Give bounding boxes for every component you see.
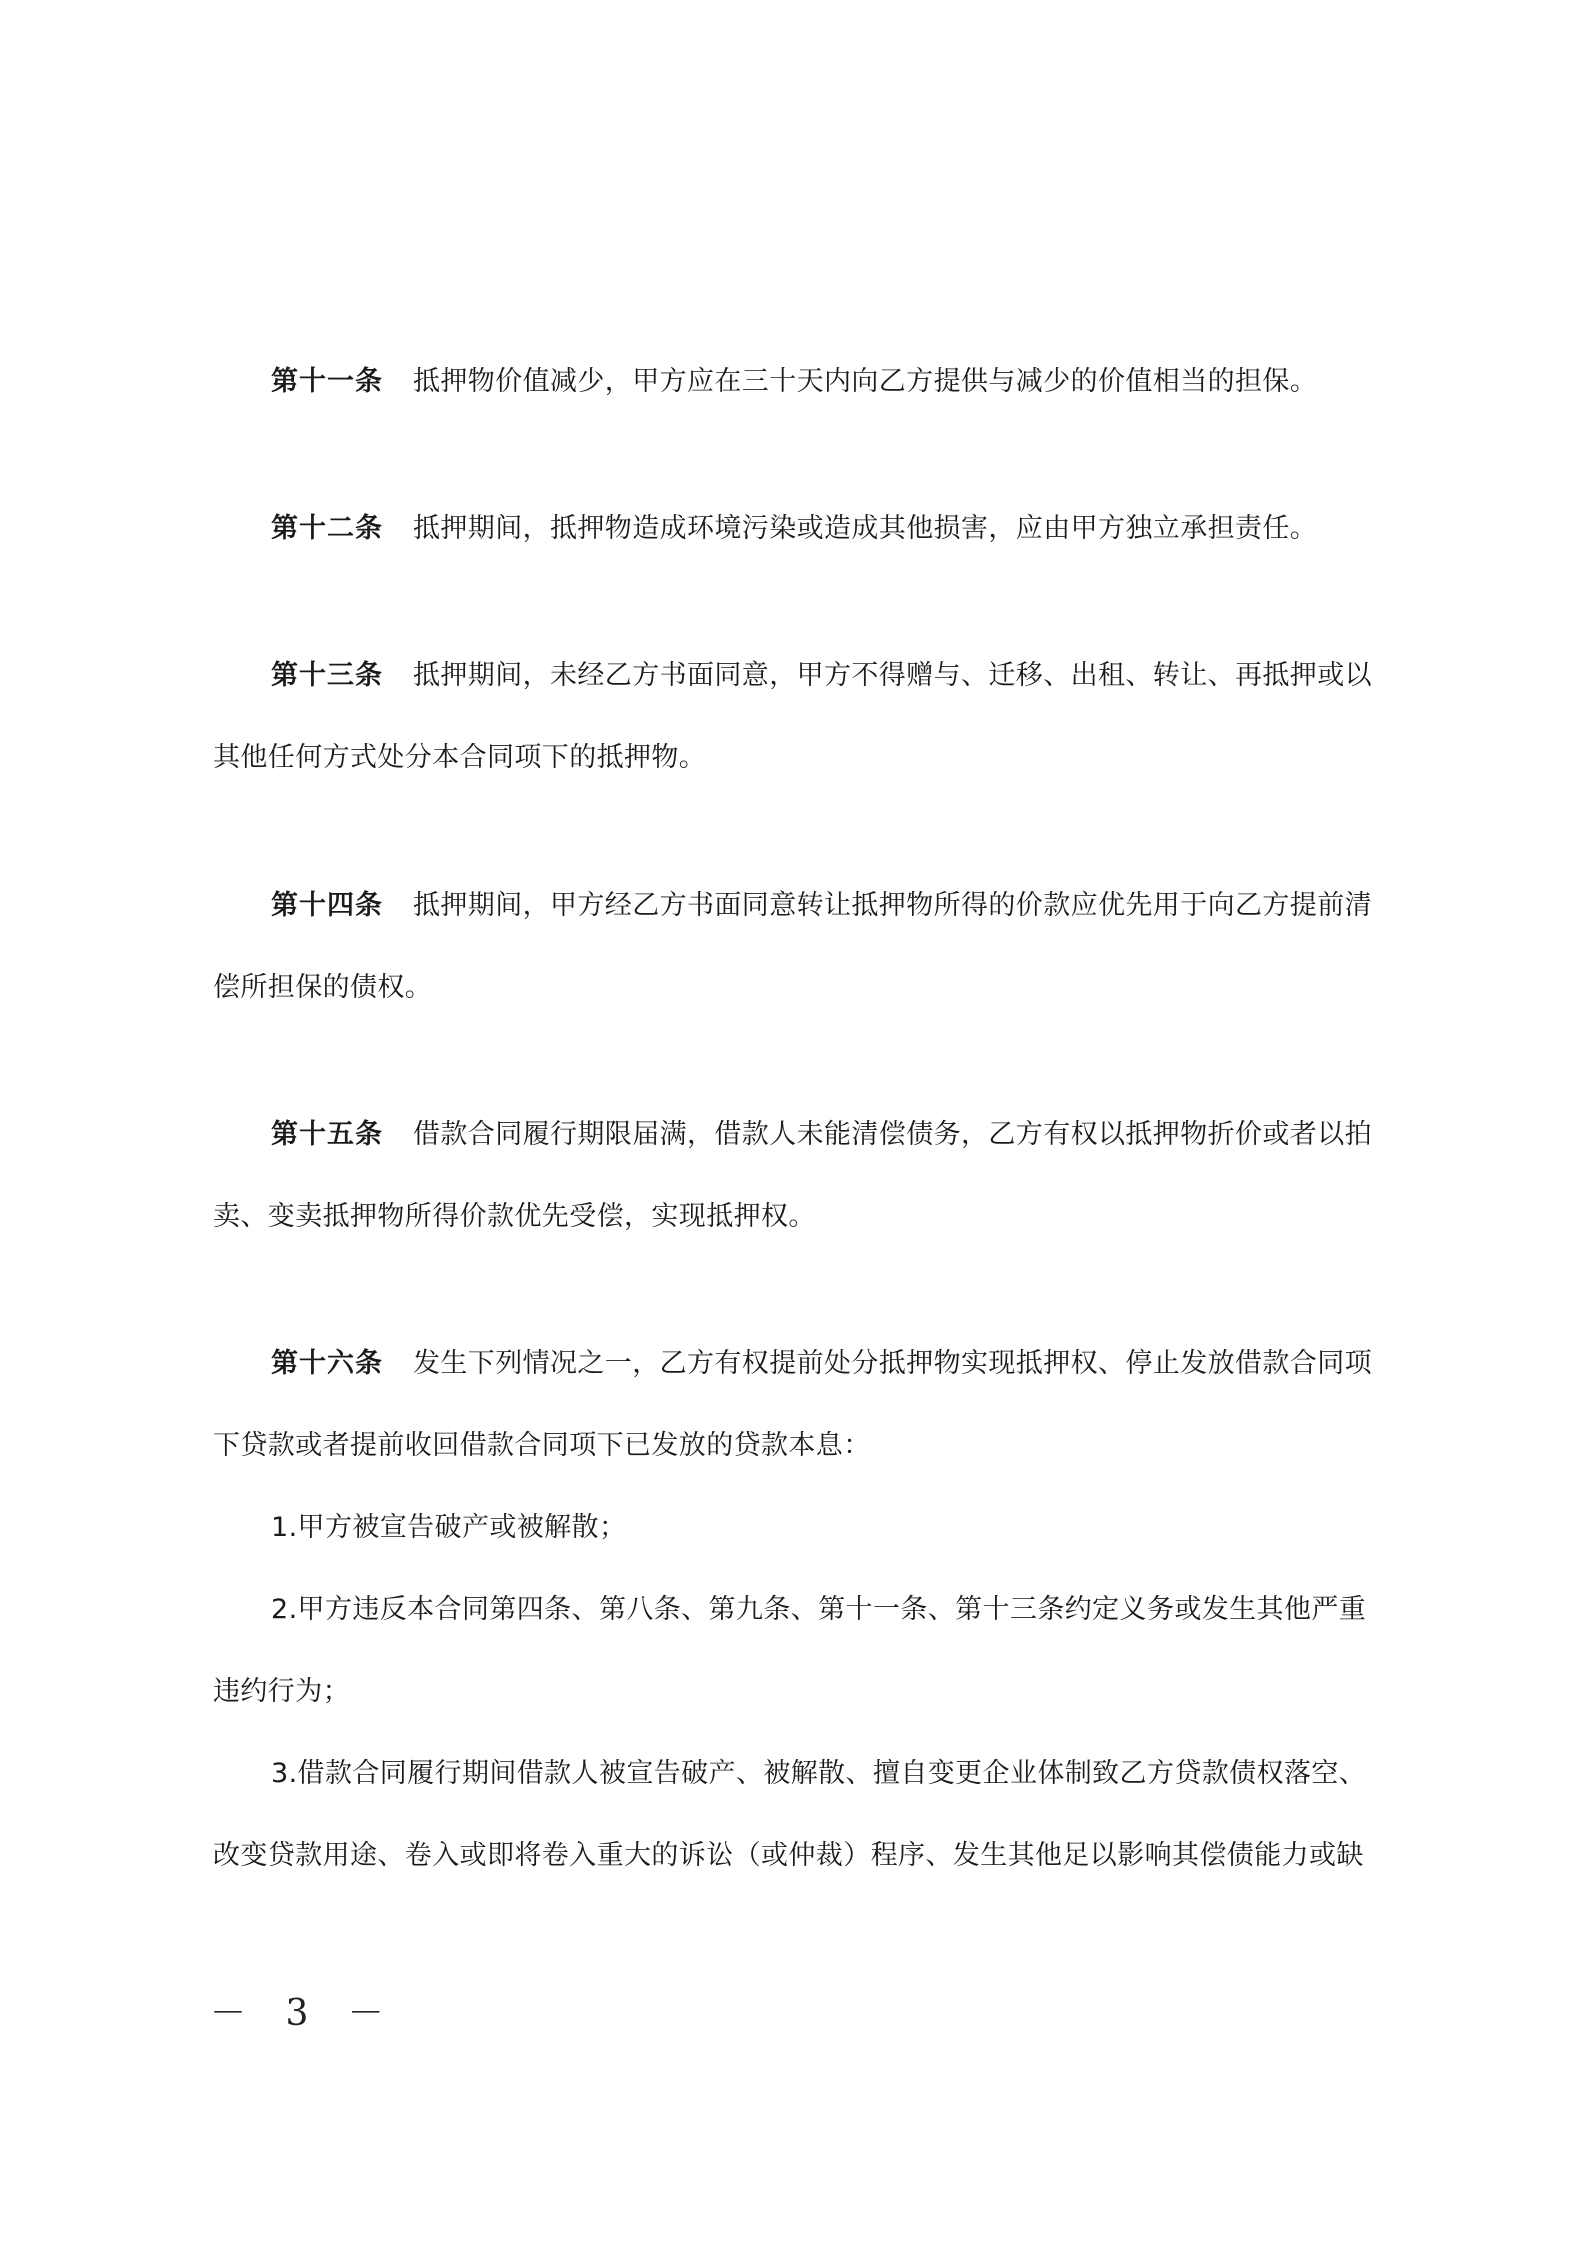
list-item-2-line-2: 违约行为； bbox=[213, 1676, 350, 1707]
article-16-text-1: 发生下列情况之一，乙方有权提前处分抵押物实现抵押权、停止发放借款合同项 bbox=[413, 1348, 1372, 1379]
article-11-line-1 bbox=[271, 362, 1393, 402]
list-item-3-line-2: 改变贷款用途、卷入或即将卷入重大的诉讼（或仲裁）程序、发生其他足以影响其偿债能力或缺 bbox=[213, 1840, 1364, 1871]
article-12-line-1 bbox=[271, 509, 1393, 549]
article-14-text-1: 抵押期间，甲方经乙方书面同意转让抵押物所得的价款应优先用于向乙方提前清 bbox=[413, 890, 1372, 921]
article-13-text-1: 抵押期间，未经乙方书面同意，甲方不得赠与、迁移、出租、转让、再抵押或以 bbox=[413, 660, 1372, 691]
article-13-number: 第十三条 bbox=[271, 660, 383, 691]
article-15-line-1 bbox=[271, 1115, 1393, 1155]
list-item-2-line-1: 2.甲方违反本合同第四条、第八条、第九条、第十一条、第十三条约定义务或发生其他严重 bbox=[271, 1594, 1367, 1625]
article-16-number: 第十六条 bbox=[271, 1348, 383, 1379]
article-13-line-1 bbox=[271, 656, 1393, 696]
article-14-line-2: 偿所担保的债权。 bbox=[213, 972, 433, 1003]
list-item-3-line-1: 3.借款合同履行期间借款人被宣告破产、被解散、擅自变更企业体制致乙方贷款债权落空、 bbox=[271, 1758, 1367, 1789]
article-15-line-2: 卖、变卖抵押物所得价款优先受偿，实现抵押权。 bbox=[213, 1201, 816, 1232]
article-12-text: 抵押期间，抵押物造成环境污染或造成其他损害，应由甲方独立承担责任。 bbox=[413, 513, 1318, 544]
list-item-1-line-1: 1.甲方被宣告破产或被解散； bbox=[271, 1512, 627, 1543]
article-12-number: 第十二条 bbox=[271, 513, 383, 544]
article-16-line-1 bbox=[271, 1344, 1393, 1384]
article-11-number: 第十一条 bbox=[271, 366, 383, 397]
article-16-line-2: 下贷款或者提前收回借款合同项下已发放的贷款本息： bbox=[213, 1430, 871, 1461]
article-14-line-1 bbox=[271, 886, 1393, 926]
article-15-number: 第十五条 bbox=[271, 1119, 383, 1150]
page-number: － 3 － bbox=[210, 1993, 398, 2034]
article-13-line-2: 其他任何方式处分本合同项下的抵押物。 bbox=[213, 742, 707, 773]
article-14-number: 第十四条 bbox=[271, 890, 383, 921]
article-11-text: 抵押物价值减少，甲方应在三十天内向乙方提供与减少的价值相当的担保。 bbox=[413, 366, 1318, 397]
article-15-text-1: 借款合同履行期限届满，借款人未能清偿债务，乙方有权以抵押物折价或者以拍 bbox=[413, 1119, 1372, 1150]
